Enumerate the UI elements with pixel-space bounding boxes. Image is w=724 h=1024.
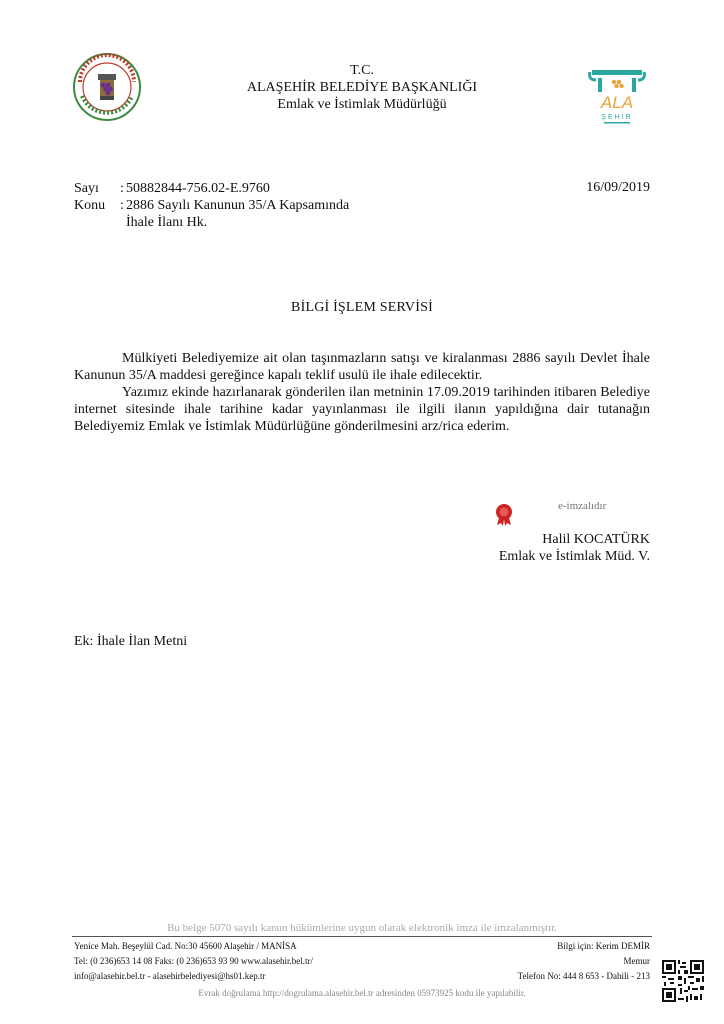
body-paragraph-2: Yazımız ekinde hazırlanarak gönderilen ilan metninin 17.09.2019 tarihinden itibaren Belediye internet sitesinde ihale tarihine kadar yayınlanması ile ilgili ilanın yapıldığına dair tutanağın Belediyemiz Emlak ve İstimlak Müdürlüğüne gönderilmesini arz/rica ederim. [74, 385, 650, 434]
e-signed-label: e-imzalıdır [558, 500, 607, 512]
signer-title: Emlak ve İstimlak Müd. V. [498, 549, 650, 564]
footer-phone: Tel: (0 236)653 14 08 Faks: (0 236)653 93 90 www.alasehir.bel.tr/ [74, 956, 314, 966]
signer-name: Halil KOCATÜRK [542, 532, 650, 547]
konu-value-line2: İhale İlanı Hk. [126, 215, 208, 230]
sayi-colon: : [120, 181, 124, 196]
footer-info-role: Memur [623, 956, 650, 966]
svg-text:ŞEHİR: ŞEHİR [601, 114, 633, 121]
sayi-label: Sayı [74, 181, 99, 196]
meta-konu-row [74, 197, 374, 214]
body-paragraph-1: Mülkiyeti Belediyemize ait olan taşınmazların satışı ve kiralanması 2886 sayılı Devlet İhale Kanunun 35/A maddesi gereğince kapalı teklif usulü ile ihale edilecektir. [74, 351, 650, 383]
e-signature-seal-icon [492, 502, 516, 526]
footer-divider [72, 936, 652, 937]
meta-sayi-row [74, 180, 374, 197]
meta-konu-row-2 [74, 214, 374, 231]
svg-text:ALA: ALA [600, 93, 634, 112]
konu-colon: : [120, 198, 124, 213]
footer-info-phone: Telefon No: 444 8 653 - Dahili - 213 [517, 971, 650, 981]
attachment-note: Ek: İhale İlan Metni [74, 634, 188, 649]
e-signature-notice: Bu belge 5070 sayılı kanun hükümlerine uygun olarak elektronik imza ile imzalanmıştır. [167, 922, 557, 934]
konu-value-line1: 2886 Sayılı Kanunun 35/A Kapsamında [126, 198, 350, 213]
header-institution: ALAŞEHİR BELEDİYE BAŞKANLIĞI [246, 80, 478, 95]
header-tc: T.C. [350, 63, 374, 78]
verification-qr-code-icon[interactable] [660, 958, 706, 1004]
recipient: BİLGİ İŞLEM SERVİSİ [291, 300, 433, 315]
konu-label: Konu [74, 198, 106, 213]
sayi-value: 50882844-756.02-E.9760 [126, 181, 270, 196]
header-department: Emlak ve İstimlak Müdürlüğü [277, 97, 447, 112]
footer-info-contact: Bilgi için: Kerim DEMİR [557, 941, 650, 951]
footer-address: Yenice Mah. Beşeylül Cad. No:30 45600 Alaşehir / MANİSA [74, 941, 297, 951]
footer-email: info@alasehir.bel.tr - alasehirbelediyesi@hs01.kep.tr [74, 971, 266, 981]
verification-note: Evrak doğrulama http://dogrulama.alasehir.bel.tr adresinden 05973925 kodu ile yapılabilir. [198, 988, 526, 998]
document-date: 16/09/2019 [586, 180, 650, 195]
